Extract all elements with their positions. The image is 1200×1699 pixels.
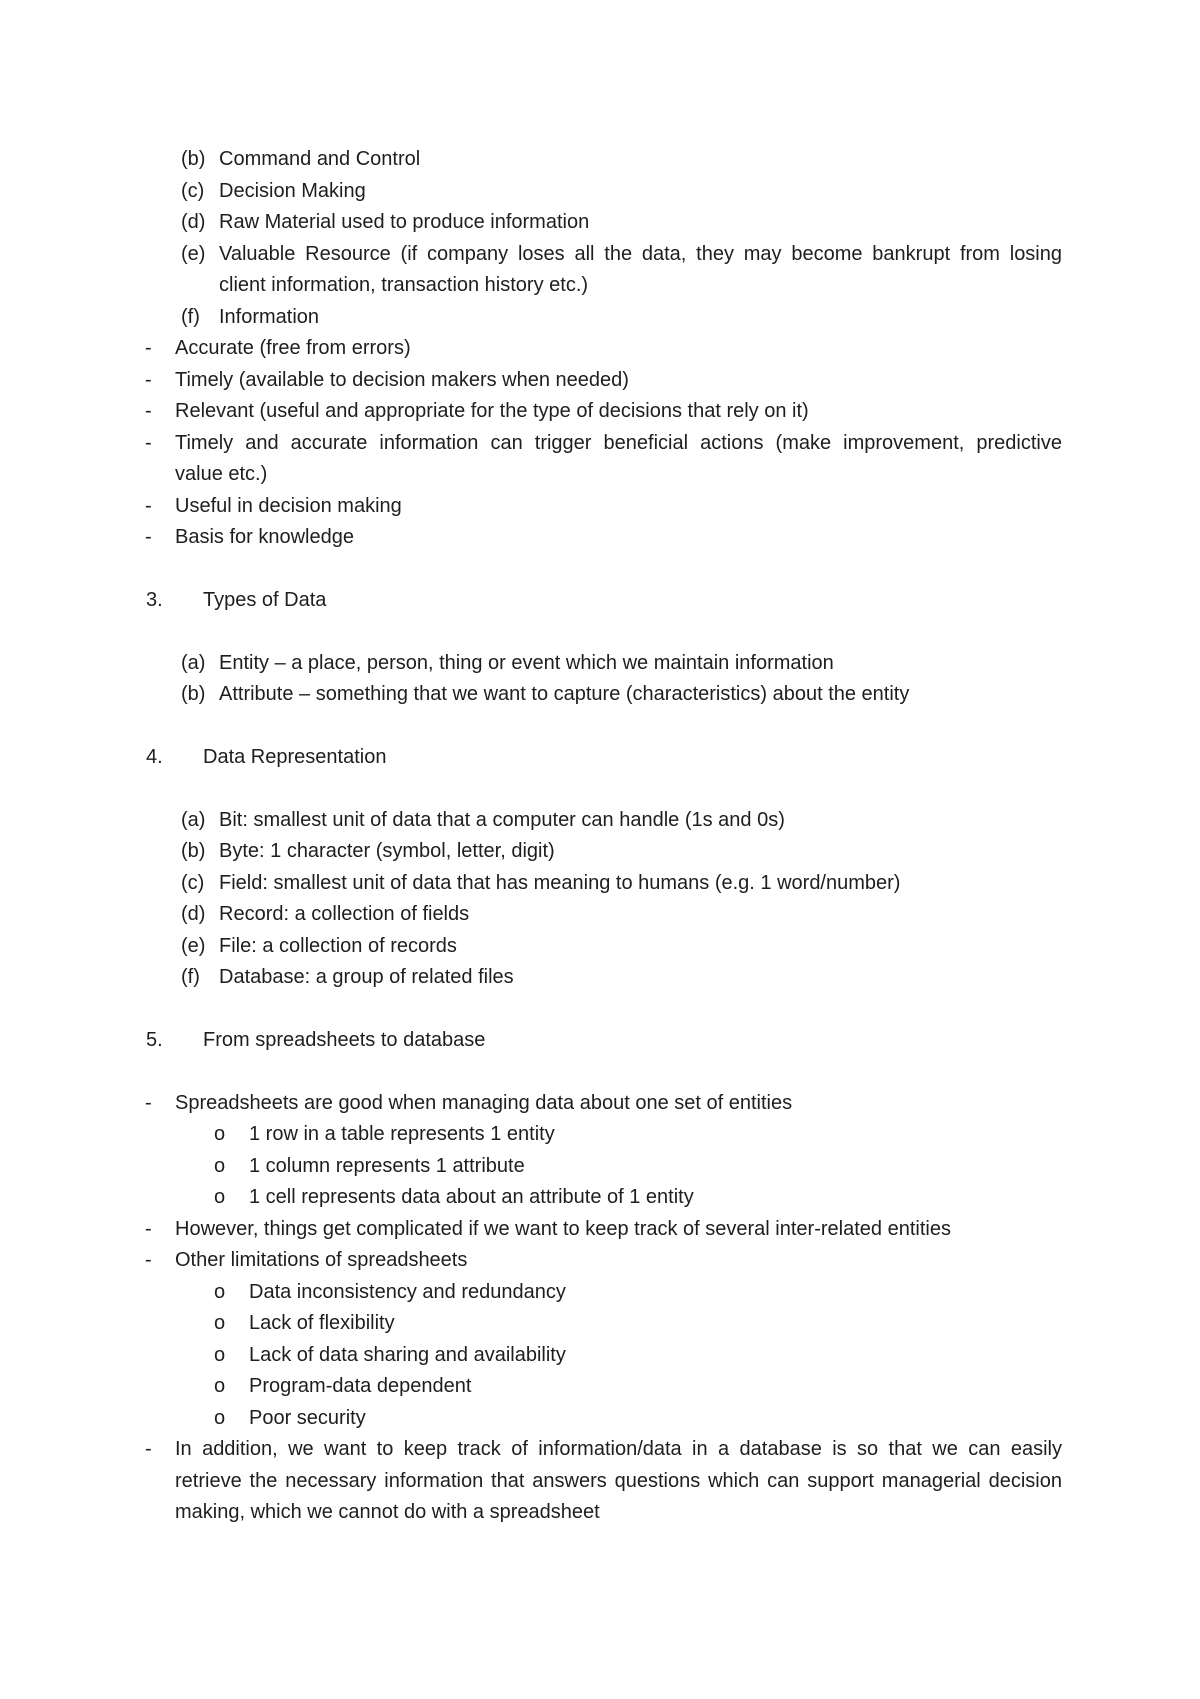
list-item-text: Database: a group of related files bbox=[219, 966, 514, 988]
info-point-continuation: value etc.) bbox=[175, 463, 268, 485]
paragraph-continuation: making, which we cannot do with a spreadsheet bbox=[175, 1501, 600, 1523]
info-point: Timely (available to decision makers when needed) bbox=[175, 369, 629, 391]
paragraph: Other limitations of spreadsheets bbox=[175, 1249, 468, 1271]
info-point: Basis for knowledge bbox=[175, 526, 354, 548]
list-label: (e) bbox=[181, 243, 206, 265]
dash-marker: - bbox=[145, 1249, 152, 1271]
list-item-text: Entity – a place, person, thing or event which we maintain information bbox=[219, 652, 834, 674]
dash-marker: - bbox=[145, 400, 152, 422]
dash-marker: - bbox=[145, 526, 152, 548]
list-label: (c) bbox=[181, 180, 205, 202]
bullet-marker: o bbox=[214, 1312, 226, 1334]
dash-marker: - bbox=[145, 337, 152, 359]
list-label: (b) bbox=[181, 148, 206, 170]
info-point: Accurate (free from errors) bbox=[175, 337, 411, 359]
info-point: Timely and accurate information can trigger beneficial actions (make improvement, predictive bbox=[175, 432, 1062, 454]
sub-item: Lack of data sharing and availability bbox=[249, 1344, 566, 1366]
list-label: (e) bbox=[181, 935, 206, 957]
paragraph: In addition, we want to keep track of information/data in a database is so that we can easily bbox=[175, 1438, 1062, 1460]
list-label: (b) bbox=[181, 683, 206, 705]
list-item-text: Bit: smallest unit of data that a computer can handle (1s and 0s) bbox=[219, 809, 785, 831]
dash-marker: - bbox=[145, 495, 152, 517]
dash-marker: - bbox=[145, 369, 152, 391]
list-item-text: Valuable Resource (if company loses all the data, they may become bankrupt from losing bbox=[219, 243, 1062, 265]
section-heading: Data Representation bbox=[203, 746, 387, 768]
bullet-marker: o bbox=[214, 1155, 226, 1177]
list-label: (d) bbox=[181, 903, 206, 925]
info-point: Relevant (useful and appropriate for the type of decisions that rely on it) bbox=[175, 400, 809, 422]
list-label: (f) bbox=[181, 966, 200, 988]
section-number: 3. bbox=[146, 589, 163, 611]
list-label: (a) bbox=[181, 809, 206, 831]
sub-item: Lack of flexibility bbox=[249, 1312, 395, 1334]
sub-item: 1 row in a table represents 1 entity bbox=[249, 1123, 555, 1145]
list-item-text: Command and Control bbox=[219, 148, 421, 170]
list-item-text: Field: smallest unit of data that has meaning to humans (e.g. 1 word/number) bbox=[219, 872, 901, 894]
list-label: (a) bbox=[181, 652, 206, 674]
list-item-text: Record: a collection of fields bbox=[219, 903, 470, 925]
list-label: (b) bbox=[181, 840, 206, 862]
sub-item: 1 column represents 1 attribute bbox=[249, 1155, 525, 1177]
bullet-marker: o bbox=[214, 1344, 226, 1366]
sub-item: Program-data dependent bbox=[249, 1375, 472, 1397]
section-number: 4. bbox=[146, 746, 163, 768]
paragraph: However, things get complicated if we want to keep track of several inter-related entities bbox=[175, 1218, 951, 1240]
list-label: (f) bbox=[181, 306, 200, 328]
bullet-marker: o bbox=[214, 1375, 226, 1397]
bullet-marker: o bbox=[214, 1186, 226, 1208]
list-item-continuation: client information, transaction history etc.) bbox=[219, 274, 589, 296]
sub-item: Data inconsistency and redundancy bbox=[249, 1281, 566, 1303]
section-heading: From spreadsheets to database bbox=[203, 1029, 486, 1051]
bullet-marker: o bbox=[214, 1123, 226, 1145]
bullet-marker: o bbox=[214, 1407, 226, 1429]
section-heading: Types of Data bbox=[203, 589, 327, 611]
list-label: (c) bbox=[181, 872, 205, 894]
sub-item: Poor security bbox=[249, 1407, 366, 1429]
list-label: (d) bbox=[181, 211, 206, 233]
section-number: 5. bbox=[146, 1029, 163, 1051]
list-item-text: Attribute – something that we want to capture (characteristics) about the entity bbox=[219, 683, 910, 705]
paragraph-continuation: retrieve the necessary information that answers questions which can support managerial decision bbox=[175, 1470, 1062, 1492]
list-item-text: Decision Making bbox=[219, 180, 366, 202]
list-item-text: Raw Material used to produce information bbox=[219, 211, 590, 233]
list-item-text: File: a collection of records bbox=[219, 935, 457, 957]
bullet-marker: o bbox=[214, 1281, 226, 1303]
dash-marker: - bbox=[145, 432, 152, 454]
info-point: Useful in decision making bbox=[175, 495, 402, 517]
dash-marker: - bbox=[145, 1438, 152, 1460]
sub-item: 1 cell represents data about an attribute of 1 entity bbox=[249, 1186, 694, 1208]
dash-marker: - bbox=[145, 1092, 152, 1114]
list-item-text: Information bbox=[219, 306, 320, 328]
dash-marker: - bbox=[145, 1218, 152, 1240]
paragraph: Spreadsheets are good when managing data about one set of entities bbox=[175, 1092, 793, 1114]
list-item-text: Byte: 1 character (symbol, letter, digit) bbox=[219, 840, 555, 862]
